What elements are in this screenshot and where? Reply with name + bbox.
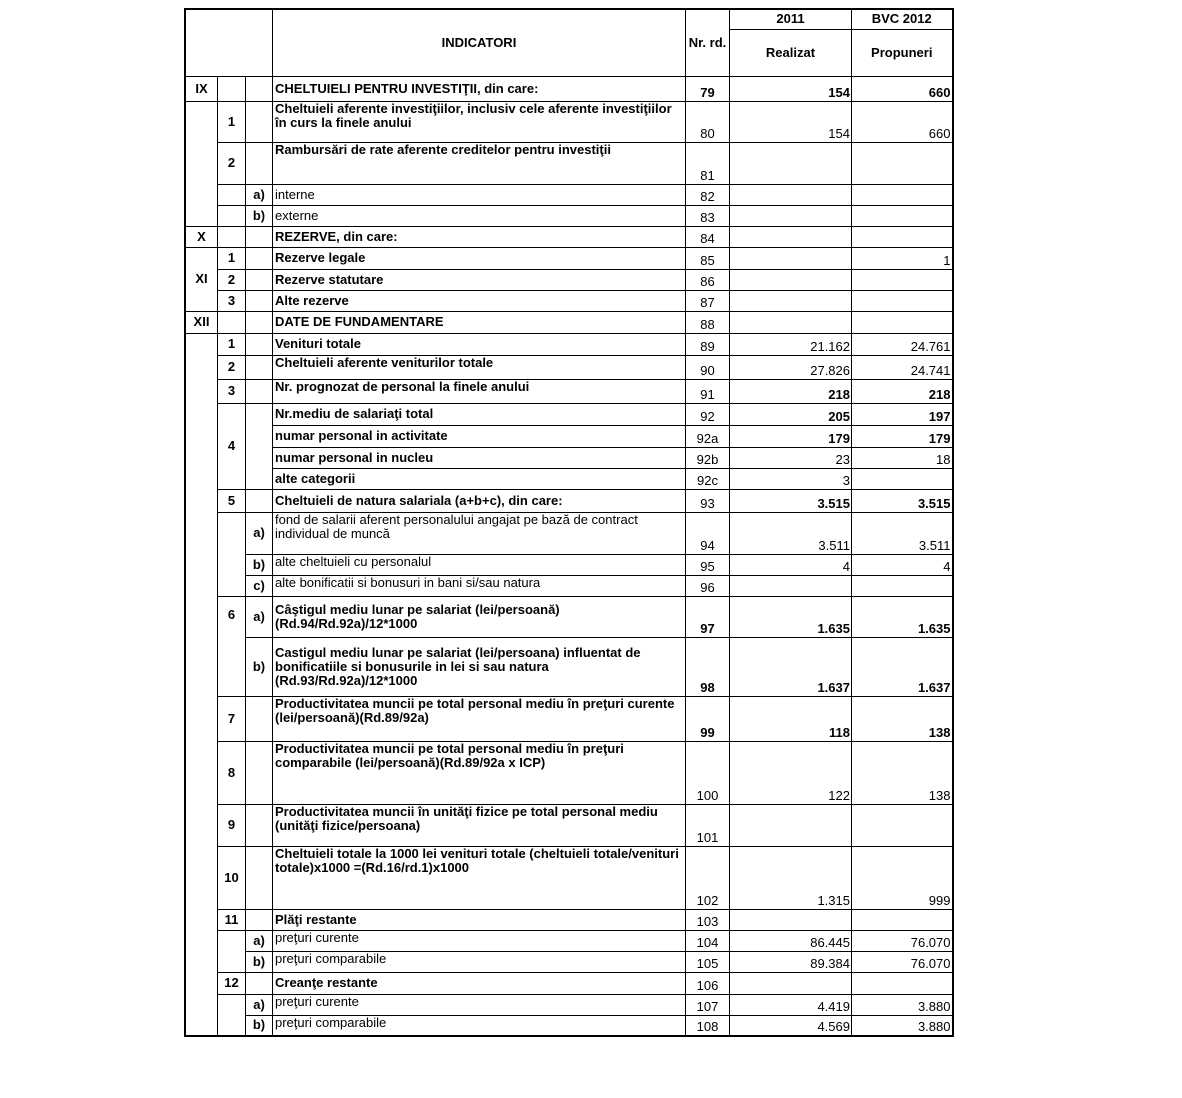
value-2012-cell: 218 xyxy=(852,379,953,403)
value-2012-cell xyxy=(852,205,953,226)
value-2011-cell xyxy=(730,184,852,205)
row-number-cell: 104 xyxy=(686,930,730,951)
value-2012-cell xyxy=(852,311,953,333)
value-2011-cell xyxy=(730,909,852,930)
value-2011-cell xyxy=(730,575,852,596)
value-2012-cell: 138 xyxy=(852,696,953,741)
indicator-cell: DATE DE FUNDAMENTARE xyxy=(273,311,686,333)
indicator-cell: Venituri totale xyxy=(273,333,686,355)
indicator-cell: fond de salarii aferent personalului angajat pe bază de contract individual de muncă xyxy=(273,512,686,554)
row-number-cell: 107 xyxy=(686,994,730,1015)
sub-cell: b) xyxy=(246,951,273,972)
value-2011-cell: 89.384 xyxy=(730,951,852,972)
indicator-cell: interne xyxy=(273,184,686,205)
value-2011-cell: 23 xyxy=(730,447,852,468)
sub-cell: b) xyxy=(246,205,273,226)
sub-cell: b) xyxy=(246,637,273,696)
num-cell: 3 xyxy=(218,290,246,311)
row-number-cell: 80 xyxy=(686,101,730,142)
row-number-cell: 100 xyxy=(686,741,730,804)
num-cell: 11 xyxy=(218,909,246,930)
indicator-cell: CHELTUIELI PENTRU INVESTIŢII, din care: xyxy=(273,76,686,101)
table-row xyxy=(185,696,953,741)
value-2012-cell xyxy=(852,142,953,184)
sub-cell: a) xyxy=(246,512,273,554)
table-row xyxy=(185,596,953,637)
sub-cell: a) xyxy=(246,994,273,1015)
row-number-cell: 87 xyxy=(686,290,730,311)
indicator-cell: Plăţi restante xyxy=(273,909,686,930)
header-blank xyxy=(185,9,273,76)
header-year-2011: 2011 xyxy=(730,9,852,29)
row-number-cell: 95 xyxy=(686,554,730,575)
value-2011-cell: 4.569 xyxy=(730,1015,852,1036)
value-2012-cell xyxy=(852,226,953,247)
num-cell: 1 xyxy=(218,333,246,355)
row-number-cell: 108 xyxy=(686,1015,730,1036)
value-2012-cell: 1.635 xyxy=(852,596,953,637)
indicator-cell: preţuri curente xyxy=(273,930,686,951)
table-row xyxy=(185,379,953,403)
roman-cell: X xyxy=(185,226,218,247)
value-2011-cell: 1.635 xyxy=(730,596,852,637)
value-2011-cell: 118 xyxy=(730,696,852,741)
indicator-cell: preţuri comparabile xyxy=(273,1015,686,1036)
sub-cell: b) xyxy=(246,1015,273,1036)
num-cell: 10 xyxy=(218,846,246,909)
table-row xyxy=(185,355,953,379)
indicator-cell: REZERVE, din care: xyxy=(273,226,686,247)
num-cell: 12 xyxy=(218,972,246,994)
table-row xyxy=(185,637,953,696)
table-row xyxy=(185,403,953,425)
table-row xyxy=(185,972,953,994)
value-2012-cell: 3.880 xyxy=(852,994,953,1015)
value-2011-cell xyxy=(730,142,852,184)
value-2011-cell: 154 xyxy=(730,101,852,142)
indicator-cell: Câştigul mediu lunar pe salariat (lei/persoană) (Rd.94/Rd.92a)/12*1000 xyxy=(273,596,686,637)
indicator-cell: alte cheltuieli cu personalul xyxy=(273,554,686,575)
header-indicatori: INDICATORI xyxy=(273,9,686,76)
value-2011-cell: 218 xyxy=(730,379,852,403)
table-row xyxy=(185,425,953,447)
value-2012-cell xyxy=(852,972,953,994)
value-2012-cell: 76.070 xyxy=(852,951,953,972)
table-row xyxy=(185,226,953,247)
table-row xyxy=(185,846,953,909)
indicators-table xyxy=(184,8,954,1037)
num-cell: 4 xyxy=(218,403,246,489)
value-2012-cell: 3.515 xyxy=(852,489,953,512)
value-2011-cell: 4 xyxy=(730,554,852,575)
num-cell: 6 xyxy=(218,596,246,696)
value-2011-cell: 27.826 xyxy=(730,355,852,379)
indicator-cell: Cheltuieli aferente veniturilor totale xyxy=(273,355,686,379)
value-2011-cell xyxy=(730,269,852,290)
sub-cell: a) xyxy=(246,184,273,205)
table-row xyxy=(185,951,953,972)
row-number-cell: 103 xyxy=(686,909,730,930)
indicator-cell: numar personal in activitate xyxy=(273,425,686,447)
row-number-cell: 93 xyxy=(686,489,730,512)
num-cell: 9 xyxy=(218,804,246,846)
indicator-cell: Rezerve statutare xyxy=(273,269,686,290)
value-2012-cell: 999 xyxy=(852,846,953,909)
value-2011-cell xyxy=(730,247,852,269)
value-2012-cell: 179 xyxy=(852,425,953,447)
table-row xyxy=(185,741,953,804)
value-2012-cell: 197 xyxy=(852,403,953,425)
sub-cell: c) xyxy=(246,575,273,596)
indicator-cell: Cheltuieli aferente investiţiilor, inclusiv cele aferente investiţiilor în curs la finele anului xyxy=(273,101,686,142)
header-nr-rd: Nr. rd. xyxy=(686,9,730,76)
indicator-cell: Productivitatea muncii pe total personal mediu în preţuri comparabile (lei/persoană)(Rd.89/92a x ICP) xyxy=(273,741,686,804)
header-row-1 xyxy=(185,9,953,29)
row-number-cell: 92a xyxy=(686,425,730,447)
sub-cell: a) xyxy=(246,930,273,951)
row-number-cell: 106 xyxy=(686,972,730,994)
row-number-cell: 92 xyxy=(686,403,730,425)
row-number-cell: 79 xyxy=(686,76,730,101)
value-2012-cell: 3.511 xyxy=(852,512,953,554)
value-2011-cell xyxy=(730,311,852,333)
row-number-cell: 96 xyxy=(686,575,730,596)
num-cell: 8 xyxy=(218,741,246,804)
value-2012-cell: 1.637 xyxy=(852,637,953,696)
num-cell: 2 xyxy=(218,269,246,290)
table-row xyxy=(185,333,953,355)
row-number-cell: 86 xyxy=(686,269,730,290)
table-row xyxy=(185,290,953,311)
value-2011-cell: 3.511 xyxy=(730,512,852,554)
table-row xyxy=(185,247,953,269)
value-2012-cell xyxy=(852,804,953,846)
indicator-cell: Rambursări de rate aferente creditelor pentru investiţii xyxy=(273,142,686,184)
row-number-cell: 101 xyxy=(686,804,730,846)
value-2011-cell xyxy=(730,205,852,226)
value-2012-cell: 24.761 xyxy=(852,333,953,355)
num-cell: 2 xyxy=(218,355,246,379)
value-2012-cell: 3.880 xyxy=(852,1015,953,1036)
num-cell: 7 xyxy=(218,696,246,741)
indicator-cell: Nr. prognozat de personal la finele anului xyxy=(273,379,686,403)
indicator-cell: Castigul mediu lunar pe salariat (lei/persoana) influentat de bonificatiile si bonusurile in lei si sau natura (Rd.93/Rd.92a)/12*1000 xyxy=(273,637,686,696)
row-number-cell: 81 xyxy=(686,142,730,184)
value-2011-cell xyxy=(730,226,852,247)
row-number-cell: 105 xyxy=(686,951,730,972)
table-row xyxy=(185,575,953,596)
table-row xyxy=(185,994,953,1015)
row-number-cell: 89 xyxy=(686,333,730,355)
row-number-cell: 97 xyxy=(686,596,730,637)
value-2012-cell: 138 xyxy=(852,741,953,804)
header-bvc-2012: BVC 2012 xyxy=(852,9,953,29)
value-2011-cell: 21.162 xyxy=(730,333,852,355)
table-row xyxy=(185,512,953,554)
table-row xyxy=(185,269,953,290)
table-row xyxy=(185,489,953,512)
indicator-cell: alte categorii xyxy=(273,468,686,489)
row-number-cell: 88 xyxy=(686,311,730,333)
num-cell: 1 xyxy=(218,247,246,269)
value-2011-cell xyxy=(730,804,852,846)
row-number-cell: 85 xyxy=(686,247,730,269)
indicator-cell: alte bonificatii si bonusuri in bani si/sau natura xyxy=(273,575,686,596)
num-cell: 1 xyxy=(218,101,246,142)
indicator-cell: Rezerve legale xyxy=(273,247,686,269)
table-row xyxy=(185,76,953,101)
value-2012-cell: 4 xyxy=(852,554,953,575)
row-number-cell: 102 xyxy=(686,846,730,909)
value-2012-cell xyxy=(852,468,953,489)
roman-cell: XI xyxy=(185,247,218,311)
value-2011-cell: 1.315 xyxy=(730,846,852,909)
value-2012-cell: 660 xyxy=(852,76,953,101)
table-row xyxy=(185,142,953,184)
table-row xyxy=(185,205,953,226)
value-2011-cell: 179 xyxy=(730,425,852,447)
value-2012-cell xyxy=(852,575,953,596)
table-row xyxy=(185,804,953,846)
value-2012-cell xyxy=(852,909,953,930)
row-number-cell: 92b xyxy=(686,447,730,468)
row-number-cell: 91 xyxy=(686,379,730,403)
value-2011-cell xyxy=(730,290,852,311)
indicator-cell: preţuri curente xyxy=(273,994,686,1015)
value-2012-cell xyxy=(852,184,953,205)
sub-cell: a) xyxy=(246,596,273,637)
indicator-cell: Cheltuieli totale la 1000 lei venituri totale (cheltuieli totale/venituri totale)x1000 =(Rd.16/rd.1)x1000 xyxy=(273,846,686,909)
table-row xyxy=(185,447,953,468)
value-2011-cell: 154 xyxy=(730,76,852,101)
indicator-cell: externe xyxy=(273,205,686,226)
table-row xyxy=(185,909,953,930)
table-row xyxy=(185,184,953,205)
row-number-cell: 82 xyxy=(686,184,730,205)
value-2012-cell: 18 xyxy=(852,447,953,468)
value-2012-cell xyxy=(852,290,953,311)
value-2012-cell: 24.741 xyxy=(852,355,953,379)
row-number-cell: 94 xyxy=(686,512,730,554)
num-cell: 5 xyxy=(218,489,246,512)
header-propuneri: Propuneri xyxy=(852,29,953,76)
table-row xyxy=(185,468,953,489)
indicator-cell: Alte rezerve xyxy=(273,290,686,311)
roman-cell: XII xyxy=(185,311,218,333)
value-2011-cell: 3.515 xyxy=(730,489,852,512)
value-2012-cell: 660 xyxy=(852,101,953,142)
value-2011-cell: 205 xyxy=(730,403,852,425)
value-2011-cell xyxy=(730,972,852,994)
indicator-cell: Productivitatea muncii pe total personal mediu în preţuri curente (lei/persoană)(Rd.89/92a) xyxy=(273,696,686,741)
row-number-cell: 99 xyxy=(686,696,730,741)
indicator-cell: Nr.mediu de salariaţi total xyxy=(273,403,686,425)
table-row xyxy=(185,101,953,142)
header-realizat: Realizat xyxy=(730,29,852,76)
indicator-cell: numar personal in nucleu xyxy=(273,447,686,468)
sub-cell: b) xyxy=(246,554,273,575)
indicator-cell: Productivitatea muncii în unităţi fizice pe total personal mediu (unităţi fizice/persoana) xyxy=(273,804,686,846)
indicator-cell: Creanţe restante xyxy=(273,972,686,994)
value-2011-cell: 3 xyxy=(730,468,852,489)
table-row xyxy=(185,930,953,951)
value-2012-cell: 1 xyxy=(852,247,953,269)
row-number-cell: 84 xyxy=(686,226,730,247)
indicator-cell: preţuri comparabile xyxy=(273,951,686,972)
value-2011-cell: 1.637 xyxy=(730,637,852,696)
row-number-cell: 83 xyxy=(686,205,730,226)
table-row xyxy=(185,1015,953,1036)
row-number-cell: 98 xyxy=(686,637,730,696)
table-row xyxy=(185,311,953,333)
indicator-cell: Cheltuieli de natura salariala (a+b+c), din care: xyxy=(273,489,686,512)
num-cell: 2 xyxy=(218,142,246,184)
row-number-cell: 90 xyxy=(686,355,730,379)
value-2012-cell: 76.070 xyxy=(852,930,953,951)
value-2012-cell xyxy=(852,269,953,290)
value-2011-cell: 4.419 xyxy=(730,994,852,1015)
row-number-cell: 92c xyxy=(686,468,730,489)
num-cell: 3 xyxy=(218,379,246,403)
table-row xyxy=(185,554,953,575)
value-2011-cell: 86.445 xyxy=(730,930,852,951)
roman-cell: IX xyxy=(185,76,218,101)
value-2011-cell: 122 xyxy=(730,741,852,804)
